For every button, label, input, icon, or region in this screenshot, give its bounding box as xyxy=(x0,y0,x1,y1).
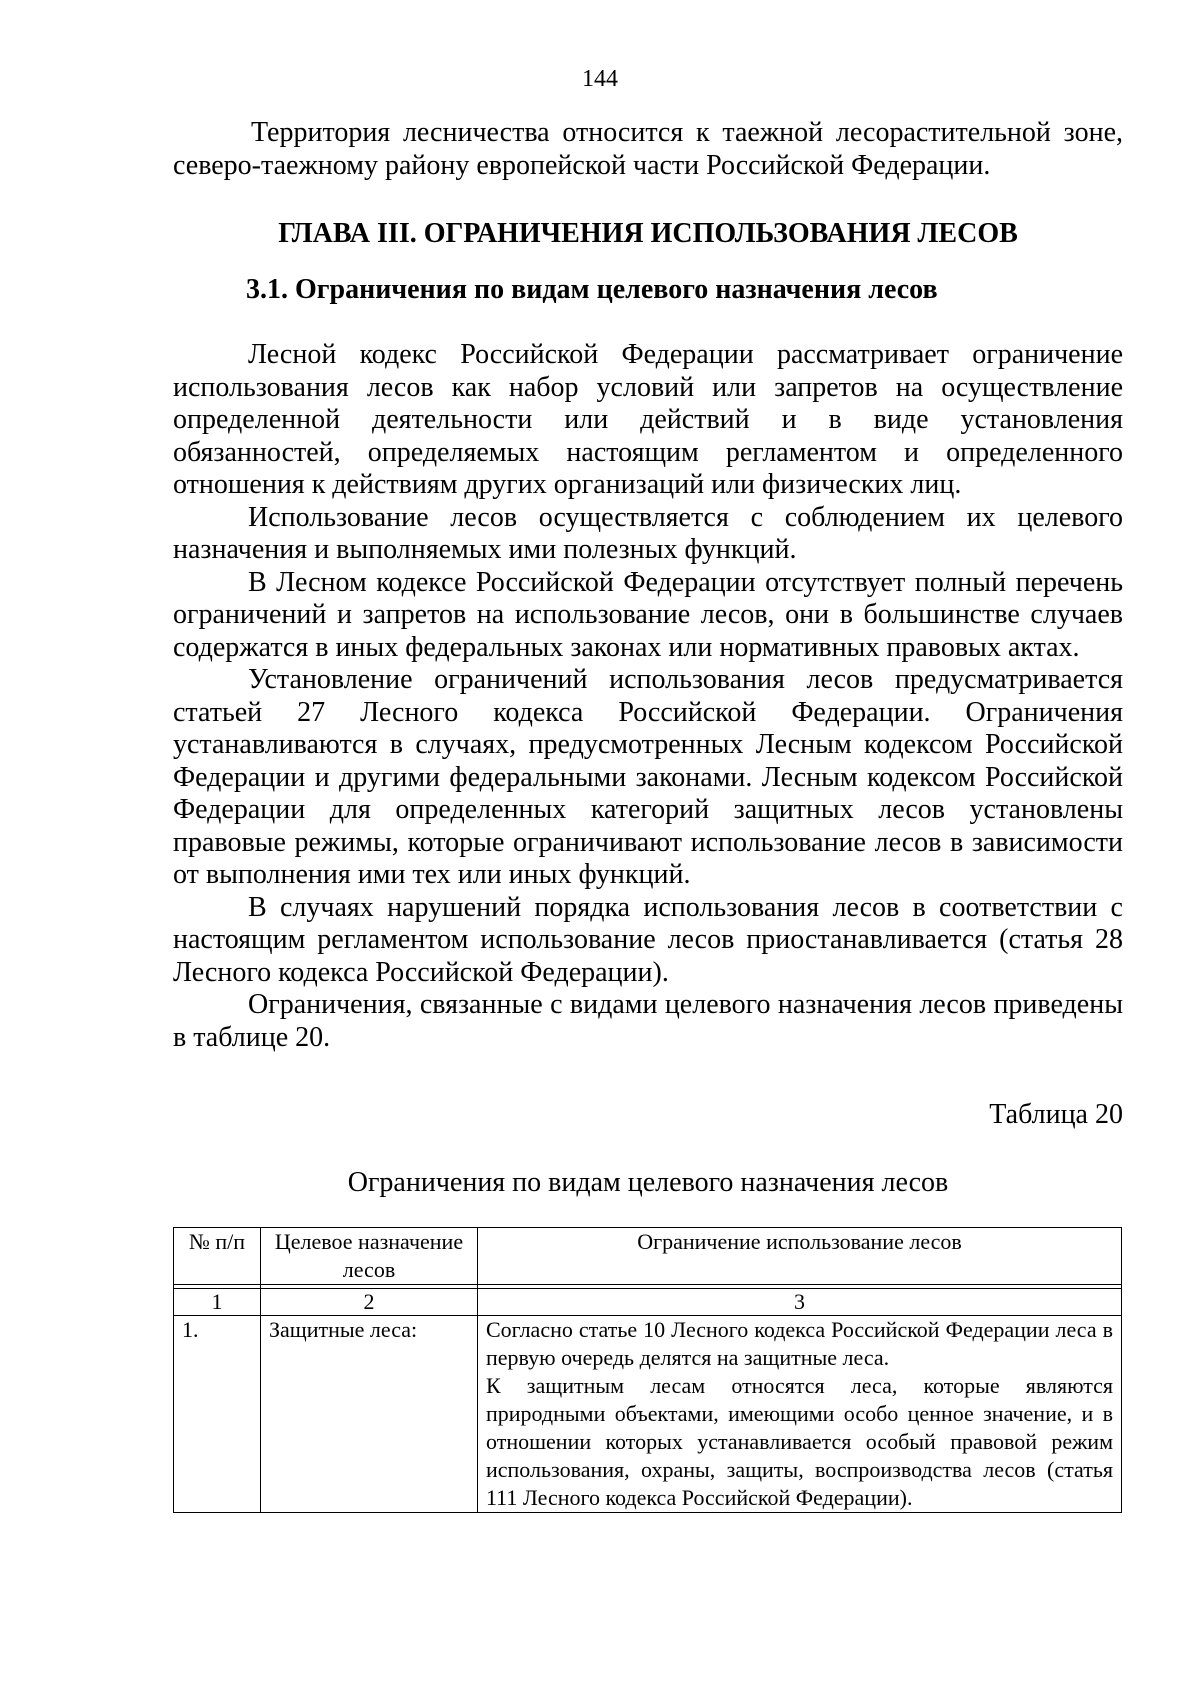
paragraph: Установление ограничений использования лесов предусматривается статьей 27 Лесного кодекса Российской Федерации. Ограничения устанавливаются в случаях, предусмотренных Лесным кодексом Российской Федерации и другими федеральными законами. Лесным кодексом Российской Федерации для определенных категорий защитных лесов установлены правовые режимы, которые ограничивают использование лесов в зависимости от выполнения ими тех или иных функций. xyxy=(173,664,1123,890)
header-purpose: Целевое назначение лесов xyxy=(261,1228,478,1285)
table-header-row xyxy=(174,1228,1122,1285)
row-number: 1. xyxy=(174,1316,261,1513)
restrictions-table xyxy=(173,1227,1122,1513)
body-text xyxy=(173,339,1123,1054)
row-restriction xyxy=(478,1316,1122,1513)
table-title: Ограничения по видам целевого назначения лесов xyxy=(347,1167,949,1198)
column-number: 3 xyxy=(478,1289,1122,1316)
restriction-text: Согласно статье 10 Лесного кодекса Российской Федерации леса в первую очередь делятся на защитные леса. xyxy=(486,1317,1113,1370)
document-body xyxy=(173,117,1123,1513)
header-restriction: Ограничение использование лесов xyxy=(478,1228,1122,1285)
header-number: № п/п xyxy=(174,1228,261,1285)
paragraph: Лесной кодекс Российской Федерации рассматривает ограничение использования лесов как набор условий или запретов на осуществление определенной деятельности или действий и в виде установления обязанностей, определяемых настоящим регламентом и определенного отношения к действиям других организаций или физических лиц. xyxy=(173,339,1123,500)
row-purpose: Защитные леса: xyxy=(261,1316,478,1513)
column-number: 1 xyxy=(174,1289,261,1316)
paragraph: Ограничения, связанные с видами целевого назначения лесов приведены в таблице 20. xyxy=(173,989,1123,1053)
page-number: 144 xyxy=(582,66,618,92)
paragraph: В Лесном кодексе Российской Федерации отсутствует полный перечень ограничений и запретов на использование лесов, они в большинстве случаев содержатся в иных федеральных законах или нормативных правовых актах. xyxy=(173,566,1123,663)
chapter-title: ГЛАВА III. ОГРАНИЧЕНИЯ ИСПОЛЬЗОВАНИЯ ЛЕСОВ xyxy=(278,218,1018,249)
intro-paragraph: Территория лесничества относится к таежной лесорастительной зоне, северо-таежному району европейской части Российской Федерации. xyxy=(173,117,1123,181)
paragraph: В случаях нарушений порядка использования лесов в соответствии с настоящим регламентом использование лесов приостанавливается (статья 28 Лесного кодекса Российской Федерации). xyxy=(173,891,1123,988)
table-caption: Таблица 20 xyxy=(989,1099,1123,1130)
table-row xyxy=(174,1316,1122,1513)
restriction-text: К защитным лесам относятся леса, которые являются природными объектами, имеющими особо ценное значение, и в отношении которых устанавливается особый правовой режим использования, охраны, защиты, воспроизводства лесов (статья 111 Лесного кодекса Российской Федерации). xyxy=(486,1373,1113,1510)
paragraph: Использование лесов осуществляется с соблюдением их целевого назначения и выполняемых ими полезных функций. xyxy=(173,501,1123,565)
section-title: 3.1. Ограничения по видам целевого назначения лесов xyxy=(246,274,938,305)
table-column-numbers-row xyxy=(174,1289,1122,1316)
column-number: 2 xyxy=(261,1289,478,1316)
